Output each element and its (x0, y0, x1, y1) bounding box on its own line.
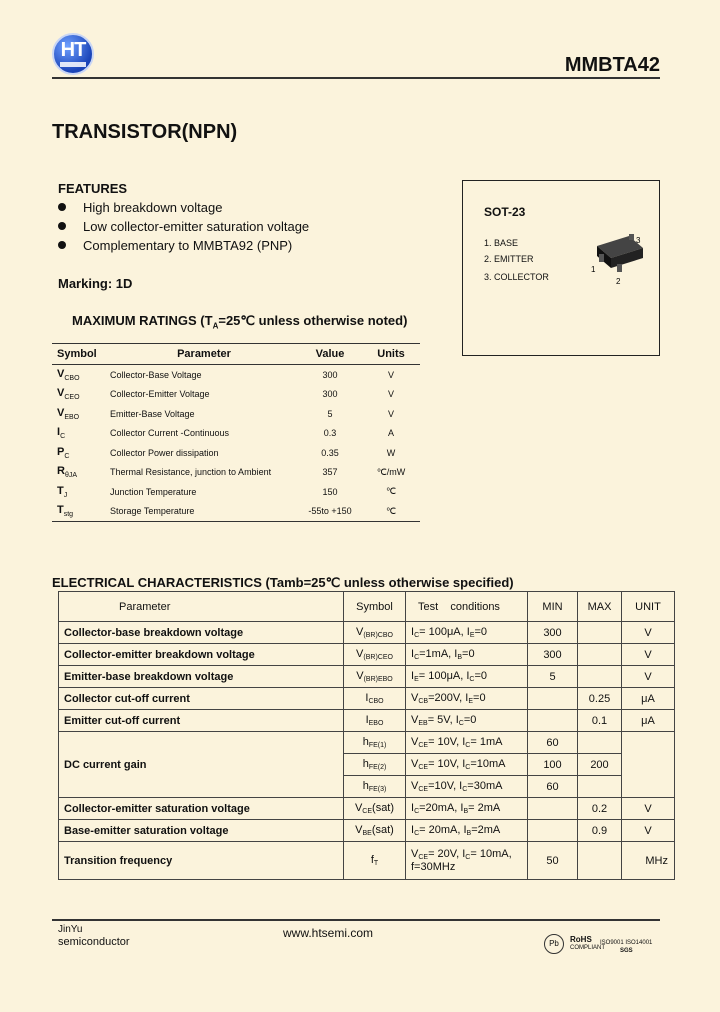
pin-label: 2. EMITTER (484, 254, 534, 264)
company-name: JinYu (58, 924, 83, 935)
svg-text:2: 2 (616, 277, 621, 286)
col-symbol: Symbol (52, 344, 110, 365)
company-subtitle: semiconductor (58, 936, 130, 948)
table-row: Emitter cut-off current $I_{EBO}$ $V_{EB}= 5V$, $I_C=0$ 0.1 μA (59, 710, 675, 732)
iso-label: ISO9001 ISO14001 (600, 940, 653, 946)
elec-title: ELECTRICAL CHARACTERISTICS (Tamb=25℃ unless otherwise specified) (52, 575, 514, 590)
header-rule (52, 77, 660, 79)
table-row: DC current gain $h_{FE(1)}$ $V_{CE}= 10V$, $I_C= 1mA$ 60 (59, 732, 675, 754)
table-row: $P_C$ Collector Power dissipation 0.35 W (57, 445, 396, 460)
table-row: $R_{\theta JA}$ Thermal Resistance, junction to Ambient 357 ℃/mW (57, 465, 406, 480)
sgs-label: SGS (620, 948, 633, 954)
pin-label: 1. BASE (484, 238, 519, 248)
svg-text:3: 3 (636, 236, 641, 245)
table-row: Base-emitter saturation voltage $V_{BE}(sat)$ $I_C= 20mA$, $I_B=2mA$ 0.9 V (59, 820, 675, 842)
table-row: $V_{CEO}$ Collector-Emitter Voltage 300 V (57, 387, 394, 402)
table-row: $I_C$ Collector Current -Continuous 0.3 A (57, 426, 394, 441)
col-parameter: Parameter (110, 344, 298, 365)
feature-item: Low collector-emitter saturation voltage (58, 219, 309, 234)
table-row: $V_{EBO}$ Emitter-Base Voltage 5 V (57, 406, 394, 421)
feature-item: High breakdown voltage (58, 200, 222, 215)
company-logo (52, 33, 94, 75)
table-row: $h_{FE(3)}$ $V_{CE}=10V$, $I_C=30mA$ 60 (59, 776, 675, 798)
max-ratings-table (52, 343, 420, 522)
table-row: $T_J$ Junction Temperature 150 ℃ (57, 484, 397, 499)
table-row: Collector-base breakdown voltage $V_{(BR)CBO}$ $I_C= 100\mu A$, $I_E=0$ 300 V (59, 622, 675, 644)
bullet-icon (58, 203, 66, 211)
marking-code: Marking: 1D (58, 276, 133, 291)
pin-label: 3. COLLECTOR (484, 272, 549, 282)
page-title: TRANSISTOR(NPN) (52, 121, 238, 143)
bullet-icon (58, 222, 66, 230)
rohs-compliant: COMPLIANT (570, 945, 606, 951)
sot23-package-icon (585, 228, 655, 290)
bullet-icon (58, 241, 66, 249)
table-row: Emitter-base breakdown voltage $V_{(BR)EBO}$ $I_E= 100\mu A$, $I_C=0$ 5 V (59, 666, 675, 688)
website-link[interactable]: www.htsemi.com (283, 926, 374, 940)
logo-text: HT (60, 39, 86, 61)
svg-text:1: 1 (591, 265, 596, 274)
table-row: $h_{FE(2)}$ $V_{CE}= 10V$, $I_C=10mA$ 100 200 (59, 754, 675, 776)
col-value: Value (298, 344, 362, 365)
table-row: $T_{stg}$ Storage Temperature -55to +150 ℃ (52, 502, 420, 522)
table-header-row: Parameter Symbol Test conditions MIN MAX UNIT (59, 592, 675, 622)
table-row: Collector-emitter saturation voltage $V_{CE}(sat)$ $I_C=20mA$, $I_B= 2mA$ 0.2 V (59, 798, 675, 820)
feature-item: Complementary to MMBTA92 (PNP) (58, 238, 292, 253)
footer-rule (52, 919, 660, 921)
package-name: SOT-23 (484, 205, 526, 219)
col-units: Units (362, 344, 420, 365)
max-ratings-title: MAXIMUM RATINGS ($T_A=25℃$ unless otherwise noted) (72, 313, 408, 331)
table-row: Transition frequency $f_T$ $V_{CE}= 20V$, $I_C= 10mA$, f=30MHz 50 MHz (59, 842, 675, 880)
elec-table (58, 591, 675, 880)
table-row: Collector-emitter breakdown voltage $V_{(BR)CEO}$ $I_C=1mA$, $I_B=0$ 300 V (59, 644, 675, 666)
table-row: $V_{CBO}$ Collector-Base Voltage 300 V (57, 367, 394, 382)
rohs-label: RoHS (570, 935, 592, 944)
part-number: MMBTA42 (564, 54, 660, 76)
logo-stripe (60, 62, 86, 67)
features-heading: FEATURES (58, 181, 128, 196)
pb-free-icon: Pb (544, 934, 564, 954)
table-row: Collector cut-off current $I_{CBO}$ $V_{CB}=200V$, $I_E=0$ 0.25 μA (59, 688, 675, 710)
